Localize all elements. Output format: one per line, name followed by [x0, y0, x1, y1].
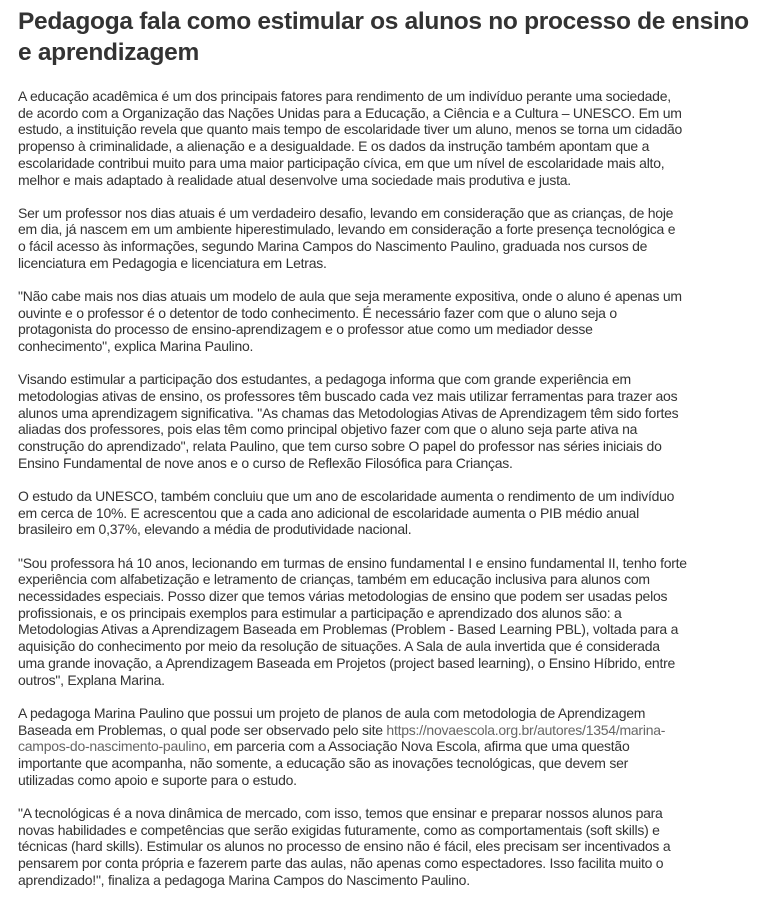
- text-line: licenciatura em Pedagogia e licenciatura em Letras.: [18, 254, 327, 271]
- text-line: de acordo com a Organização das Nações Unidas para a Educação, a Ciência e a Cultura – UNESCO. Em um: [18, 104, 682, 121]
- text-line: Visando estimular a participação dos estudantes, a pedagoga informa que com grande experiência em: [18, 371, 631, 388]
- paragraph: [18, 805, 759, 889]
- text-line: experiência com alfabetização e letramento de crianças, também em educação inclusiva para alunos com: [18, 571, 650, 588]
- paragraph: [18, 488, 759, 538]
- text-line: aprendizado!", finaliza a pedagoga Marina Campos do Nascimento Paulino.: [18, 871, 470, 888]
- text-line: escolaridade contribui muito para uma maior participação cívica, em que um nível de escolaridade mais alto,: [18, 154, 665, 171]
- text-line: melhor e mais adaptado à realidade atual desenvolve uma sociedade mais produtiva e justa.: [18, 171, 571, 188]
- text-line: propenso à criminalidade, a alienação e a desigualdade. E os dados da instrução também apontam que a: [18, 138, 650, 155]
- text-line: aquisição do conhecimento por meio da resolução de situações. A Sala de aula invertida que é considerada: [18, 638, 660, 655]
- text-line: o fácil acesso às informações, segundo Marina Campos do Nascimento Paulino, graduada nos cursos de: [18, 238, 648, 255]
- text-line: necessidades especiais. Posso dizer que temos várias metodologias de ensino que podem ser usadas pelos: [18, 588, 668, 605]
- text-line: outros", Explana Marina.: [18, 671, 165, 688]
- text-line: [18, 738, 759, 755]
- text-segment: A pedagoga Marina Paulino que possui um projeto de planos de aula com metodologia de Aprendizagem: [18, 704, 646, 721]
- text-line: alunos uma aprendizagem significativa. "As chamas das Metodologias Ativas de Aprendizagem têm sido fortes: [18, 404, 679, 421]
- text-line: O estudo da UNESCO, também concluiu que um ano de escolaridade aumenta o rendimento de um indivíduo: [18, 488, 675, 505]
- text-line: aliadas dos professores, pois elas têm como principal objetivo fazer com que o aluno seja parte ativa na: [18, 421, 638, 438]
- text-line: ouvinte e o professor é o detentor de todo conhecimento. É necessário fazer com que o aluno seja o: [18, 304, 617, 321]
- text-line: profissionais, e os principais exemplos para estimular a participação e aprendizado dos alunos são: a: [18, 604, 622, 621]
- text-line: A educação acadêmica é um dos principais fatores para rendimento de um indivíduo perante uma sociedade,: [18, 88, 671, 104]
- text-line: [18, 705, 759, 722]
- paragraph: [18, 705, 759, 789]
- text-line: protagonista do processo de ensino-aprendizagem e o professor atue como um mediador desse: [18, 321, 593, 338]
- text-segment: Baseada em Problemas, o qual pode ser observado pelo site: [18, 721, 387, 738]
- text-line: [18, 722, 759, 739]
- paragraph: [18, 88, 759, 188]
- text-line: em dia, já nascem em um ambiente hiperestimulado, levando em consideração a forte presença tecnológica e: [18, 221, 676, 238]
- text-line: Metodologias Ativas a Aprendizagem Baseada em Problemas (Problem - Based Learning PBL), voltada para a: [18, 621, 679, 638]
- paragraph: [18, 288, 759, 355]
- text-line: [18, 772, 759, 789]
- text-line: pensarem por conta própria e fazerem parte das aulas, não apenas como espectadores. Isso facilita muito o: [18, 854, 664, 871]
- text-line: estudo, a instituição revela que quanto mais tempo de escolaridade tiver um aluno, menos se torna um cidadão: [18, 121, 683, 138]
- text-line: uma grande inovação, a Aprendizagem Baseada em Projetos (project based learning), o Ensino Híbrido, entre: [18, 654, 676, 671]
- novaescola-link[interactable]: https://novaescola.org.br/autores/1354/marina-: [386, 721, 666, 738]
- text-line: Ser um professor nos dias atuais é um verdadeiro desafio, levando em consideração que as crianças, de hoje: [18, 204, 674, 221]
- text-line: conhecimento", explica Marina Paulino.: [18, 338, 254, 355]
- novaescola-link[interactable]: campos-do-nascimento-paulino: [18, 738, 207, 755]
- text-line: brasileiro em 0,37%, elevando a média de produtividade nacional.: [18, 521, 412, 538]
- title-line: Pedagoga fala como estimular os alunos no processo de ensino: [18, 8, 749, 35]
- text-line: "Sou professora há 10 anos, lecionando em turmas de ensino fundamental I e ensino fundamental II, tenho forte: [18, 554, 687, 571]
- text-line: metodologias ativas de ensino, os professores têm buscado cada vez mais utilizar ferramentas para trazer aos: [18, 388, 678, 405]
- article-body: [18, 88, 759, 888]
- text-line: "A tecnológicas é a nova dinâmica de mercado, com isso, temos que ensinar e preparar nossos alunos para: [18, 804, 663, 821]
- article-title: [18, 6, 759, 68]
- text-line: Ensino Fundamental de nove anos e o curso de Reflexão Filosófica para Crianças.: [18, 454, 513, 471]
- paragraph: [18, 205, 759, 272]
- text-segment: importante que acompanha, não somente, a educação são as inovações tecnológicas, que devem ser: [18, 754, 629, 771]
- paragraph: [18, 371, 759, 471]
- text-line: técnicas (hard skills). Estimular os alunos no processo de ensino não é fácil, eles precisam ser incentivados a: [18, 838, 671, 855]
- text-segment: utilizadas como apoio e suporte para o estudo.: [18, 771, 297, 788]
- text-line: "Não cabe mais nos dias atuais um modelo de aula que seja meramente expositiva, onde o aluno é apenas um: [18, 288, 682, 305]
- text-line: novas habilidades e competências que serão exigidas futuramente, como as comportamentais (soft skills) e: [18, 821, 660, 838]
- text-segment: , em parceria com a Associação Nova Escola, afirma que uma questão: [206, 738, 630, 755]
- paragraph: [18, 555, 759, 689]
- text-line: construção do aprendizado", relata Paulino, que tem curso sobre O papel do professor nas séries iniciais do: [18, 438, 662, 455]
- text-line: em cerca de 10%. E acrescentou que a cada ano adicional de escolaridade aumenta o PIB médio anual: [18, 504, 639, 521]
- text-line: [18, 755, 759, 772]
- title-line: e aprendizagem: [18, 39, 199, 66]
